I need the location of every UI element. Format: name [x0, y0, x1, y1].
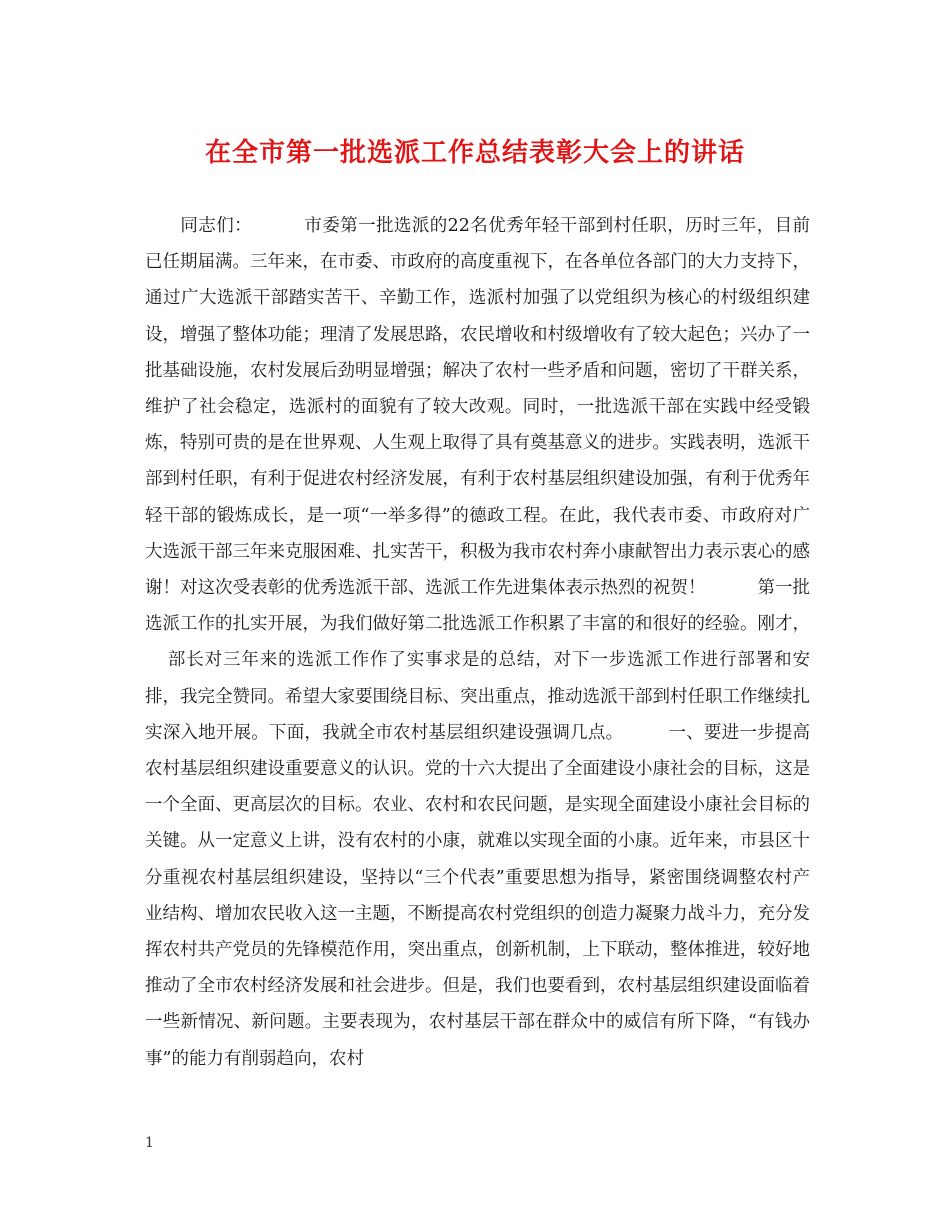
paragraph-3: 一、要进一步提高农村基层组织建设重要意义的认识。党的十六大提出了全面建设小康社会的目标，这是一个全面、更高层次的目标。农业、农村和农民问题，是实现全面建设小康社会目标的关键。从一定意义上讲，没有农村的小康，就难以实现全面的小康。近年来，市县区十分重视农村基层组织建设，坚持以“三个代表”重要思想为指导，紧密围绕调整农村产业结构、增加农民收入这一主题，不断提高农村党组织的创造力凝聚力战斗力，充分发挥农村共产党员的先锋模范作用，突出重点，创新机制，上下联动，整体推进，较好地推动了全市农村经济发展和社会进步。但是，我们也要看到，农村基层组织建设面临着一些新情况、新问题。主要表现为，农村基层干部在群众中的威信有所下降，“有钱办事”的能力有削弱趋向，农村 — [145, 722, 811, 1069]
document-body — [145, 208, 810, 1077]
paragraph-2-continued: 部长对三年来的选派工作作了实事求是的总结，对下一步选派工作进行部署和安排，我完全赞同。希望大家要围绕目标、突出重点，推动选派干部到村任职工作继续扎实深入地开展。下面，我就全市农村基层组织建设强调几点。 — [145, 650, 810, 743]
salutation: 同志们： — [180, 216, 253, 236]
page-number: 1 — [145, 1135, 154, 1151]
document-title: 在全市第一批选派工作总结表彰大会上的讲话 — [204, 138, 745, 168]
paragraph-1: 市委第一批选派的22名优秀年轻干部到村任职，历时三年，目前已任期届满。三年来，在市委、市政府的高度重视下，在各单位各部门的大力支持下，通过广大选派干部踏实苦干、辛勤工作，选派村加强了以党组织为核心的村级组织建设，增强了整体功能；理清了发展思路，农民增收和村级增收有了较大起色；兴办了一批基础设施，农村发展后劲明显增强；解决了农村一些矛盾和问题，密切了干群关系，维护了社会稳定，选派村的面貌有了较大改观。同时，一批选派干部在实践中经受锻炼，特别可贵的是在世界观、人生观上取得了具有奠基意义的进步。实践表明，选派干部到村任职，有利于促进农村经济发展，有利于农村基层组织建设加强，有利于优秀年轻干部的锻炼成长，是一项“一举多得”的德政工程。在此，我代表市委、市政府对广大选派干部三年来克服困难、扎实苦干，积极为我市农村奔小康献智出力表示衷心的感谢！对这次受表彰的优秀选派干部、选派工作先进集体表示热烈的祝贺！ — [145, 216, 810, 599]
paragraph-2: 第一批选派工作的扎实开展，为我们做好第二批选派工作积累了丰富的和很好的经验。刚才， — [145, 578, 811, 635]
